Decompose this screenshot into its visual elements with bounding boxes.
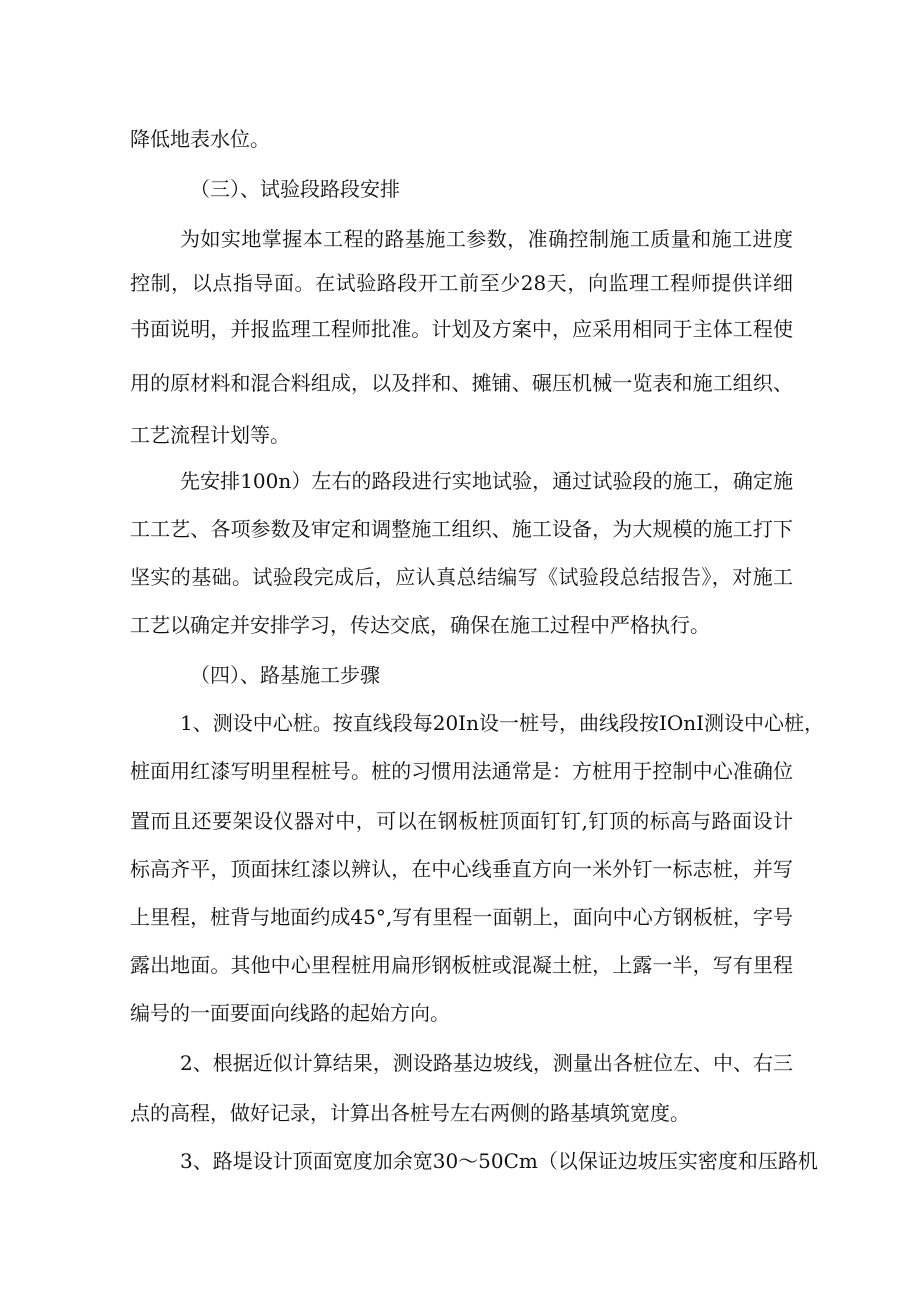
text-line: 坚实的基础。试验段完成后，应认真总结编写《试验段总结报告》，对施工 xyxy=(130,565,793,589)
text-line: 用的原材料和混合料组成，以及拌和、摊铺、碾压机械一览表和施工组织、 xyxy=(130,371,793,395)
text-line: 点的高程，做好记录，计算出各桩号左右两侧的路基填筑宽度。 xyxy=(130,1101,690,1125)
text-line: 先安排100n）左右的路段进行实地试验，通过试验段的施工，确定施 xyxy=(180,469,793,493)
text-line: 书面说明，并报监理工程师批准。计划及方案中，应采用相同于主体工程使 xyxy=(130,317,793,341)
text-line: 2、根据近似计算结果，测设路基边坡线，测量出各桩位左、中、右三 xyxy=(180,1051,793,1075)
text-line: 工艺以确定并安排学习，传达交底，确保在施工过程中严格执行。 xyxy=(130,613,710,637)
text-line: 3、路堤设计顶面宽度加余宽30～50Cm（以保证边坡压实密度和压路机 xyxy=(180,1149,818,1173)
text-line: 降低地表水位。 xyxy=(130,127,270,151)
text-line: 置而且还要架设仪器对中，可以在钢板桩顶面钉钉,钉顶的标高与路面设计 xyxy=(130,809,793,833)
text-line: 工工艺、各项参数及审定和调整施工组织、施工设备，为大规模的施工打下 xyxy=(130,517,793,541)
text-line: 为如实地掌握本工程的路基施工参数，准确控制施工质量和施工进度 xyxy=(180,227,793,251)
text-line: 控制，以点指导面。在试验路段开工前至少28天，向监理工程师提供详细 xyxy=(130,271,793,295)
section-heading: （四）、路基施工步骤 xyxy=(190,663,380,687)
text-line: 工艺流程计划等。 xyxy=(130,423,290,447)
section-heading: （三）、试验段路段安排 xyxy=(190,177,400,201)
text-line: 1、测设中心桩。按直线段每20In设一桩号，曲线段按IOnI测设中心桩， xyxy=(180,711,825,735)
text-line: 桩面用红漆写明里程桩号。桩的习惯用法通常是：方桩用于控制中心准确位 xyxy=(130,759,793,783)
text-line: 编号的一面要面向线路的起始方向。 xyxy=(130,1001,450,1025)
text-line: 露出地面。其他中心里程桩用扁形钢板桩或混凝土桩，上露一半，写有里程 xyxy=(130,953,793,977)
text-line: 标高齐平，顶面抹红漆以辨认，在中心线垂直方向一米外钉一标志桩，并写 xyxy=(130,857,793,881)
text-line: 上里程，桩背与地面约成45°,写有里程一面朝上，面向中心方钢板桩，字号 xyxy=(130,905,793,929)
